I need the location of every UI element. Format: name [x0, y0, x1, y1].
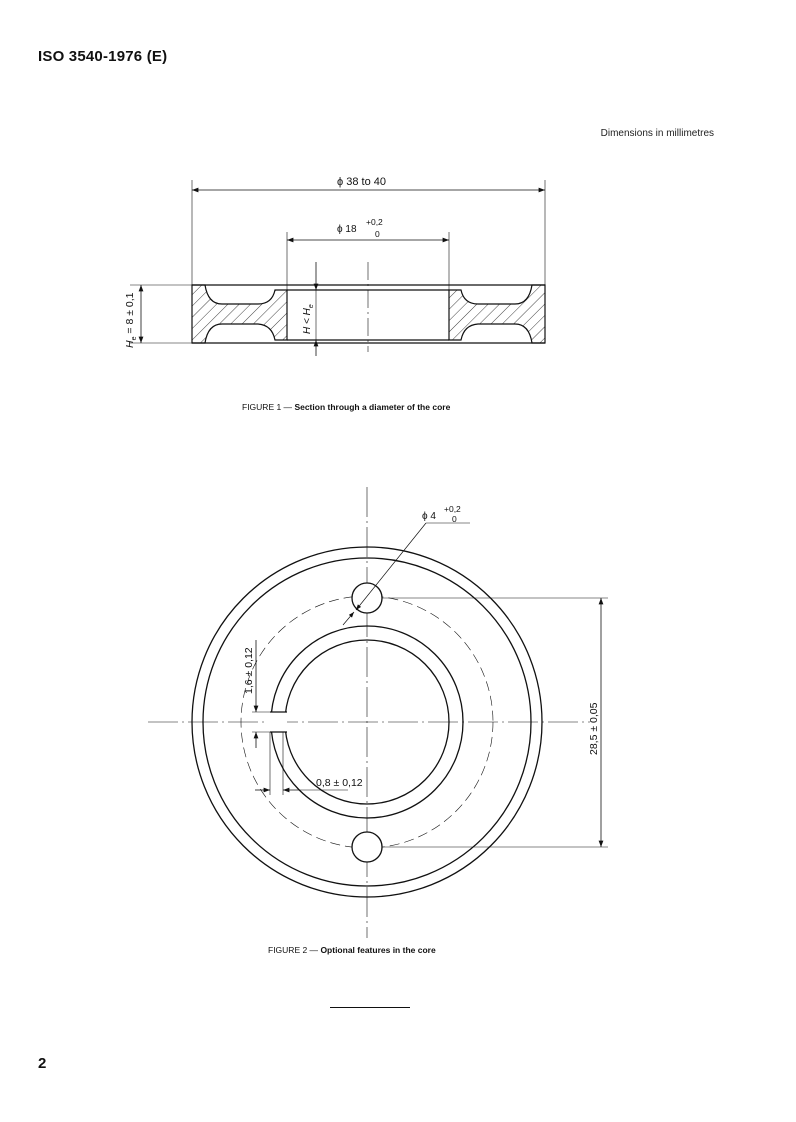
figure-2-drawing: [0, 480, 796, 940]
outer-diameter-label: ϕ 38 to 40: [337, 176, 386, 188]
slot: [267, 712, 287, 732]
hole-tol-upper: +0,2: [444, 504, 461, 514]
hole-spacing-label: 28,5 ± 0,05: [588, 702, 600, 755]
height-condition-label: $H < H_e$: [302, 304, 315, 334]
footer-rule: [330, 1007, 410, 1008]
inner-diameter-label: ϕ 18: [337, 224, 357, 235]
figure-1-caption: FIGURE 1 — Section through a diameter of the core: [242, 402, 451, 412]
page-number: 2: [38, 1055, 47, 1072]
slot-depth-label: 1,6 ± 0,12: [243, 647, 255, 694]
document-id: ISO 3540-1976 (E): [38, 48, 168, 65]
top-hole: [352, 583, 382, 613]
hole-diameter-label: ϕ 4: [422, 511, 436, 522]
right-section-hatch: [449, 285, 545, 343]
figure-1-drawing: [0, 170, 796, 370]
height-label: $H_e = 8 \pm 0,1$: [124, 292, 138, 348]
hole-leader: [356, 523, 426, 610]
slot-width-label: 0,8 ± 0,12: [316, 777, 363, 789]
bottom-hole: [352, 832, 382, 862]
hole-tol-lower: 0: [452, 514, 457, 524]
inner-tol-upper: +0,2: [366, 217, 383, 227]
units-note: Dimensions in millimetres: [600, 128, 714, 139]
inner-tol-lower: 0: [375, 229, 380, 239]
figure-2-caption: FIGURE 2 — Optional features in the core: [268, 945, 436, 955]
left-section-hatch: [192, 285, 287, 343]
